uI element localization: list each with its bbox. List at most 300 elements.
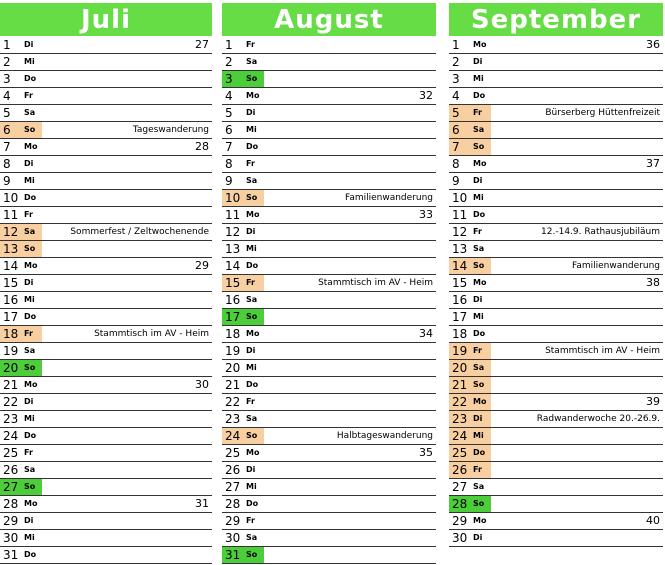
day-number: 1 bbox=[3, 38, 11, 52]
weekday-label: Mi bbox=[24, 533, 35, 542]
day-number: 27 bbox=[3, 480, 19, 494]
day-number: 22 bbox=[225, 395, 241, 409]
day-number: 14 bbox=[3, 259, 19, 273]
day-row bbox=[0, 513, 212, 530]
weekday-label: Do bbox=[246, 499, 259, 508]
day-row bbox=[222, 547, 436, 564]
week-number: 36 bbox=[646, 38, 660, 51]
weekday-label: Mo bbox=[473, 40, 487, 49]
day-cell bbox=[0, 377, 42, 393]
day-row bbox=[0, 241, 212, 258]
week-number: 39 bbox=[646, 395, 660, 408]
day-number: 28 bbox=[225, 497, 241, 511]
day-row bbox=[222, 258, 436, 275]
day-row bbox=[0, 88, 212, 105]
day-row bbox=[449, 309, 663, 326]
day-row bbox=[0, 139, 212, 156]
day-cell bbox=[449, 241, 491, 257]
weekday-label: Sa bbox=[24, 465, 36, 474]
day-number: 15 bbox=[225, 276, 241, 290]
day-cell bbox=[449, 479, 491, 495]
day-number: 25 bbox=[452, 446, 468, 460]
day-row bbox=[0, 54, 212, 71]
day-cell bbox=[222, 513, 264, 529]
day-number: 31 bbox=[225, 548, 241, 562]
day-cell bbox=[0, 411, 42, 427]
weekday-label: Di bbox=[473, 176, 483, 185]
day-cell bbox=[449, 122, 491, 138]
day-row bbox=[222, 190, 436, 207]
day-cell bbox=[449, 292, 491, 308]
day-cell bbox=[222, 88, 264, 104]
day-number: 8 bbox=[225, 157, 233, 171]
day-cell bbox=[449, 496, 491, 512]
week-number: 32 bbox=[419, 89, 433, 102]
day-row bbox=[449, 377, 663, 394]
day-number: 30 bbox=[452, 531, 468, 545]
day-row bbox=[449, 54, 663, 71]
day-cell bbox=[0, 105, 42, 121]
day-row bbox=[222, 326, 436, 343]
day-cell bbox=[449, 343, 491, 359]
week-number: 40 bbox=[646, 514, 660, 527]
weekday-label: Di bbox=[24, 516, 34, 525]
day-cell bbox=[449, 88, 491, 104]
day-row bbox=[449, 224, 663, 241]
day-cell bbox=[449, 37, 491, 53]
weekday-label: Mi bbox=[24, 57, 35, 66]
day-row bbox=[449, 513, 663, 530]
day-cell bbox=[0, 190, 42, 206]
weekday-label: Mi bbox=[473, 74, 484, 83]
day-row bbox=[0, 326, 212, 343]
day-number: 16 bbox=[225, 293, 241, 307]
day-number: 29 bbox=[3, 514, 19, 528]
day-row bbox=[449, 479, 663, 496]
day-number: 7 bbox=[452, 140, 460, 154]
day-row bbox=[449, 411, 663, 428]
event-label: Stammtisch im AV - Heim bbox=[545, 346, 660, 356]
day-cell bbox=[0, 224, 42, 240]
day-row bbox=[222, 411, 436, 428]
day-row bbox=[222, 275, 436, 292]
day-row bbox=[222, 530, 436, 547]
weekday-label: Di bbox=[24, 397, 34, 406]
day-number: 28 bbox=[3, 497, 19, 511]
weekday-label: Mi bbox=[473, 312, 484, 321]
weekday-label: Fr bbox=[473, 465, 482, 474]
weekday-label: Do bbox=[246, 380, 259, 389]
day-number: 5 bbox=[225, 106, 233, 120]
day-number: 25 bbox=[3, 446, 19, 460]
day-row bbox=[0, 428, 212, 445]
day-number: 15 bbox=[452, 276, 468, 290]
day-list-july bbox=[0, 36, 212, 564]
week-number: 30 bbox=[195, 378, 209, 391]
day-number: 19 bbox=[452, 344, 468, 358]
weekday-label: Fr bbox=[24, 91, 33, 100]
day-number: 20 bbox=[3, 361, 19, 375]
weekday-label: Di bbox=[246, 108, 256, 117]
day-row bbox=[0, 309, 212, 326]
day-cell bbox=[0, 462, 42, 478]
day-row bbox=[449, 428, 663, 445]
day-number: 21 bbox=[225, 378, 241, 392]
weekday-label: Mi bbox=[246, 363, 257, 372]
weekday-label: Do bbox=[246, 261, 259, 270]
day-row bbox=[0, 496, 212, 513]
weekday-label: So bbox=[473, 380, 485, 389]
day-row bbox=[222, 377, 436, 394]
day-number: 16 bbox=[3, 293, 19, 307]
week-number: 28 bbox=[195, 140, 209, 153]
day-number: 19 bbox=[225, 344, 241, 358]
weekday-label: Sa bbox=[24, 227, 36, 236]
month-title-july: Juli bbox=[0, 3, 212, 36]
weekday-label: Di bbox=[24, 40, 34, 49]
day-cell bbox=[449, 309, 491, 325]
day-number: 8 bbox=[452, 157, 460, 171]
weekday-label: Fr bbox=[24, 210, 33, 219]
week-number: 31 bbox=[195, 497, 209, 510]
day-cell bbox=[449, 326, 491, 342]
day-cell bbox=[222, 411, 264, 427]
weekday-label: Sa bbox=[473, 482, 485, 491]
weekday-label: So bbox=[24, 363, 36, 372]
day-row bbox=[449, 139, 663, 156]
event-label: Sommerfest / Zeltwochenende bbox=[70, 227, 209, 237]
day-row bbox=[449, 173, 663, 190]
event-label: Halbtageswanderung bbox=[336, 431, 433, 441]
weekday-label: Do bbox=[24, 312, 37, 321]
day-cell bbox=[0, 207, 42, 223]
day-row bbox=[0, 190, 212, 207]
weekday-label: So bbox=[24, 125, 36, 134]
day-row bbox=[449, 343, 663, 360]
day-row bbox=[449, 394, 663, 411]
day-cell bbox=[449, 105, 491, 121]
weekday-label: Mo bbox=[24, 142, 38, 151]
day-cell bbox=[222, 530, 264, 546]
day-cell bbox=[449, 411, 491, 427]
day-row bbox=[222, 88, 436, 105]
weekday-label: Di bbox=[246, 465, 256, 474]
day-row bbox=[222, 343, 436, 360]
month-july bbox=[0, 3, 212, 564]
weekday-label: Mo bbox=[246, 329, 260, 338]
day-cell bbox=[222, 122, 264, 138]
day-number: 30 bbox=[3, 531, 19, 545]
day-row bbox=[0, 411, 212, 428]
month-title-september: September bbox=[449, 3, 663, 36]
day-number: 24 bbox=[225, 429, 241, 443]
day-number: 20 bbox=[225, 361, 241, 375]
day-cell bbox=[0, 292, 42, 308]
day-row bbox=[0, 462, 212, 479]
day-number: 8 bbox=[3, 157, 11, 171]
day-number: 27 bbox=[452, 480, 468, 494]
weekday-label: So bbox=[24, 482, 36, 491]
day-cell bbox=[449, 428, 491, 444]
day-cell bbox=[449, 462, 491, 478]
day-cell bbox=[0, 241, 42, 257]
day-row bbox=[222, 462, 436, 479]
day-row bbox=[222, 54, 436, 71]
weekday-label: Di bbox=[246, 227, 256, 236]
weekday-label: So bbox=[473, 142, 485, 151]
day-number: 13 bbox=[225, 242, 241, 256]
day-row bbox=[0, 530, 212, 547]
event-label: Familienwanderung bbox=[571, 261, 660, 271]
day-row bbox=[449, 207, 663, 224]
day-cell bbox=[222, 462, 264, 478]
day-row bbox=[449, 530, 663, 547]
day-number: 2 bbox=[225, 55, 233, 69]
weekday-label: Di bbox=[24, 159, 34, 168]
weekday-label: So bbox=[246, 431, 258, 440]
day-cell bbox=[0, 343, 42, 359]
day-cell bbox=[449, 394, 491, 410]
day-row bbox=[0, 105, 212, 122]
day-row bbox=[449, 496, 663, 513]
day-row bbox=[222, 292, 436, 309]
day-cell bbox=[0, 71, 42, 87]
week-number: 33 bbox=[419, 208, 433, 221]
weekday-label: Mi bbox=[246, 244, 257, 253]
weekday-label: Mo bbox=[24, 261, 38, 270]
week-number: 34 bbox=[419, 327, 433, 340]
day-cell bbox=[449, 258, 491, 274]
day-list-august bbox=[222, 36, 436, 564]
day-number: 13 bbox=[452, 242, 468, 256]
weekday-label: Sa bbox=[473, 125, 485, 134]
day-cell bbox=[0, 513, 42, 529]
weekday-label: Sa bbox=[24, 108, 36, 117]
weekday-label: Do bbox=[473, 448, 486, 457]
day-cell bbox=[449, 275, 491, 291]
day-cell bbox=[222, 173, 264, 189]
weekday-label: Mi bbox=[246, 482, 257, 491]
day-row bbox=[449, 360, 663, 377]
day-cell bbox=[449, 360, 491, 376]
day-row bbox=[0, 292, 212, 309]
day-cell bbox=[0, 156, 42, 172]
weekday-label: So bbox=[246, 193, 258, 202]
day-row bbox=[222, 71, 436, 88]
day-cell bbox=[222, 37, 264, 53]
weekday-label: Do bbox=[473, 210, 486, 219]
week-number: 35 bbox=[419, 446, 433, 459]
day-number: 3 bbox=[3, 72, 11, 86]
weekday-label: Mo bbox=[473, 397, 487, 406]
day-cell bbox=[222, 105, 264, 121]
day-row bbox=[222, 139, 436, 156]
day-number: 18 bbox=[452, 327, 468, 341]
event-label: Stammtisch im AV - Heim bbox=[94, 329, 209, 339]
day-number: 6 bbox=[225, 123, 233, 137]
weekday-label: So bbox=[24, 244, 36, 253]
month-september bbox=[449, 3, 663, 547]
day-cell bbox=[222, 139, 264, 155]
weekday-label: So bbox=[246, 74, 258, 83]
day-cell bbox=[449, 156, 491, 172]
weekday-label: So bbox=[473, 499, 485, 508]
day-cell bbox=[449, 54, 491, 70]
day-number: 10 bbox=[3, 191, 19, 205]
day-cell bbox=[222, 496, 264, 512]
day-row bbox=[0, 71, 212, 88]
day-cell bbox=[449, 207, 491, 223]
day-number: 17 bbox=[3, 310, 19, 324]
day-cell bbox=[222, 377, 264, 393]
weekday-label: Fr bbox=[473, 227, 482, 236]
day-cell bbox=[449, 190, 491, 206]
weekday-label: Mo bbox=[473, 159, 487, 168]
day-row bbox=[222, 479, 436, 496]
day-number: 26 bbox=[3, 463, 19, 477]
day-row bbox=[449, 462, 663, 479]
day-cell bbox=[222, 275, 264, 291]
weekday-label: Do bbox=[24, 193, 37, 202]
day-number: 9 bbox=[452, 174, 460, 188]
day-row bbox=[449, 275, 663, 292]
day-row bbox=[222, 360, 436, 377]
event-label: Bürserberg Hüttenfreizeit bbox=[545, 108, 660, 118]
day-row bbox=[222, 105, 436, 122]
day-number: 11 bbox=[225, 208, 241, 222]
day-cell bbox=[222, 224, 264, 240]
day-cell bbox=[222, 292, 264, 308]
day-cell bbox=[222, 190, 264, 206]
day-row bbox=[449, 190, 663, 207]
day-cell bbox=[0, 173, 42, 189]
day-row bbox=[0, 37, 212, 54]
day-row bbox=[449, 105, 663, 122]
day-number: 28 bbox=[452, 497, 468, 511]
day-row bbox=[449, 71, 663, 88]
day-number: 10 bbox=[452, 191, 468, 205]
day-row bbox=[0, 156, 212, 173]
day-number: 4 bbox=[225, 89, 233, 103]
weekday-label: Fr bbox=[246, 278, 255, 287]
weekday-label: Di bbox=[473, 57, 483, 66]
day-cell bbox=[0, 309, 42, 325]
day-number: 24 bbox=[3, 429, 19, 443]
day-number: 7 bbox=[3, 140, 11, 154]
day-cell bbox=[222, 343, 264, 359]
day-cell bbox=[0, 479, 42, 495]
weekday-label: Fr bbox=[473, 346, 482, 355]
day-cell bbox=[0, 88, 42, 104]
day-number: 1 bbox=[225, 38, 233, 52]
day-cell bbox=[0, 530, 42, 546]
day-row bbox=[0, 445, 212, 462]
event-label: 12.-14.9. Rathausjubiläum bbox=[541, 227, 660, 237]
day-row bbox=[0, 394, 212, 411]
day-number: 30 bbox=[225, 531, 241, 545]
day-cell bbox=[222, 326, 264, 342]
day-number: 4 bbox=[3, 89, 11, 103]
weekday-label: Mi bbox=[246, 125, 257, 134]
day-number: 9 bbox=[3, 174, 11, 188]
day-list-september bbox=[449, 36, 663, 547]
weekday-label: Sa bbox=[473, 244, 485, 253]
day-number: 12 bbox=[3, 225, 19, 239]
day-number: 17 bbox=[452, 310, 468, 324]
day-cell bbox=[222, 360, 264, 376]
day-number: 13 bbox=[3, 242, 19, 256]
day-cell bbox=[0, 258, 42, 274]
day-row bbox=[0, 207, 212, 224]
day-cell bbox=[449, 445, 491, 461]
weekday-label: Mo bbox=[246, 448, 260, 457]
weekday-label: Sa bbox=[246, 57, 258, 66]
day-number: 31 bbox=[3, 548, 19, 562]
day-number: 3 bbox=[452, 72, 460, 86]
day-number: 26 bbox=[452, 463, 468, 477]
day-number: 24 bbox=[452, 429, 468, 443]
day-number: 7 bbox=[225, 140, 233, 154]
day-row bbox=[222, 156, 436, 173]
weekday-label: Mi bbox=[473, 431, 484, 440]
day-row bbox=[222, 37, 436, 54]
day-row bbox=[0, 258, 212, 275]
weekday-label: Fr bbox=[24, 329, 33, 338]
day-row bbox=[222, 224, 436, 241]
day-cell bbox=[449, 139, 491, 155]
day-row bbox=[0, 547, 212, 564]
day-number: 17 bbox=[225, 310, 241, 324]
weekday-label: Mo bbox=[24, 380, 38, 389]
week-number: 29 bbox=[195, 259, 209, 272]
event-label: Stammtisch im AV - Heim bbox=[318, 278, 433, 288]
day-number: 16 bbox=[452, 293, 468, 307]
day-row bbox=[0, 122, 212, 139]
day-number: 29 bbox=[452, 514, 468, 528]
day-cell bbox=[0, 326, 42, 342]
day-number: 12 bbox=[225, 225, 241, 239]
weekday-label: Sa bbox=[246, 533, 258, 542]
weekday-label: So bbox=[246, 550, 258, 559]
day-cell bbox=[0, 547, 42, 563]
day-cell bbox=[449, 377, 491, 393]
day-row bbox=[449, 292, 663, 309]
day-cell bbox=[449, 513, 491, 529]
weekday-label: Mi bbox=[473, 193, 484, 202]
day-row bbox=[222, 496, 436, 513]
day-row bbox=[222, 122, 436, 139]
day-cell bbox=[449, 530, 491, 546]
weekday-label: Mo bbox=[473, 516, 487, 525]
day-row bbox=[0, 479, 212, 496]
day-number: 21 bbox=[452, 378, 468, 392]
day-number: 5 bbox=[3, 106, 11, 120]
weekday-label: Mi bbox=[24, 176, 35, 185]
day-number: 18 bbox=[225, 327, 241, 341]
day-row bbox=[449, 241, 663, 258]
weekday-label: Do bbox=[246, 142, 259, 151]
weekday-label: Fr bbox=[246, 40, 255, 49]
week-number: 38 bbox=[646, 276, 660, 289]
event-label: Tageswanderung bbox=[132, 125, 209, 135]
day-cell bbox=[222, 309, 264, 325]
day-number: 2 bbox=[3, 55, 11, 69]
day-row bbox=[222, 241, 436, 258]
day-cell bbox=[449, 71, 491, 87]
day-row bbox=[449, 258, 663, 275]
month-title-august: August bbox=[222, 3, 436, 36]
day-cell bbox=[222, 445, 264, 461]
